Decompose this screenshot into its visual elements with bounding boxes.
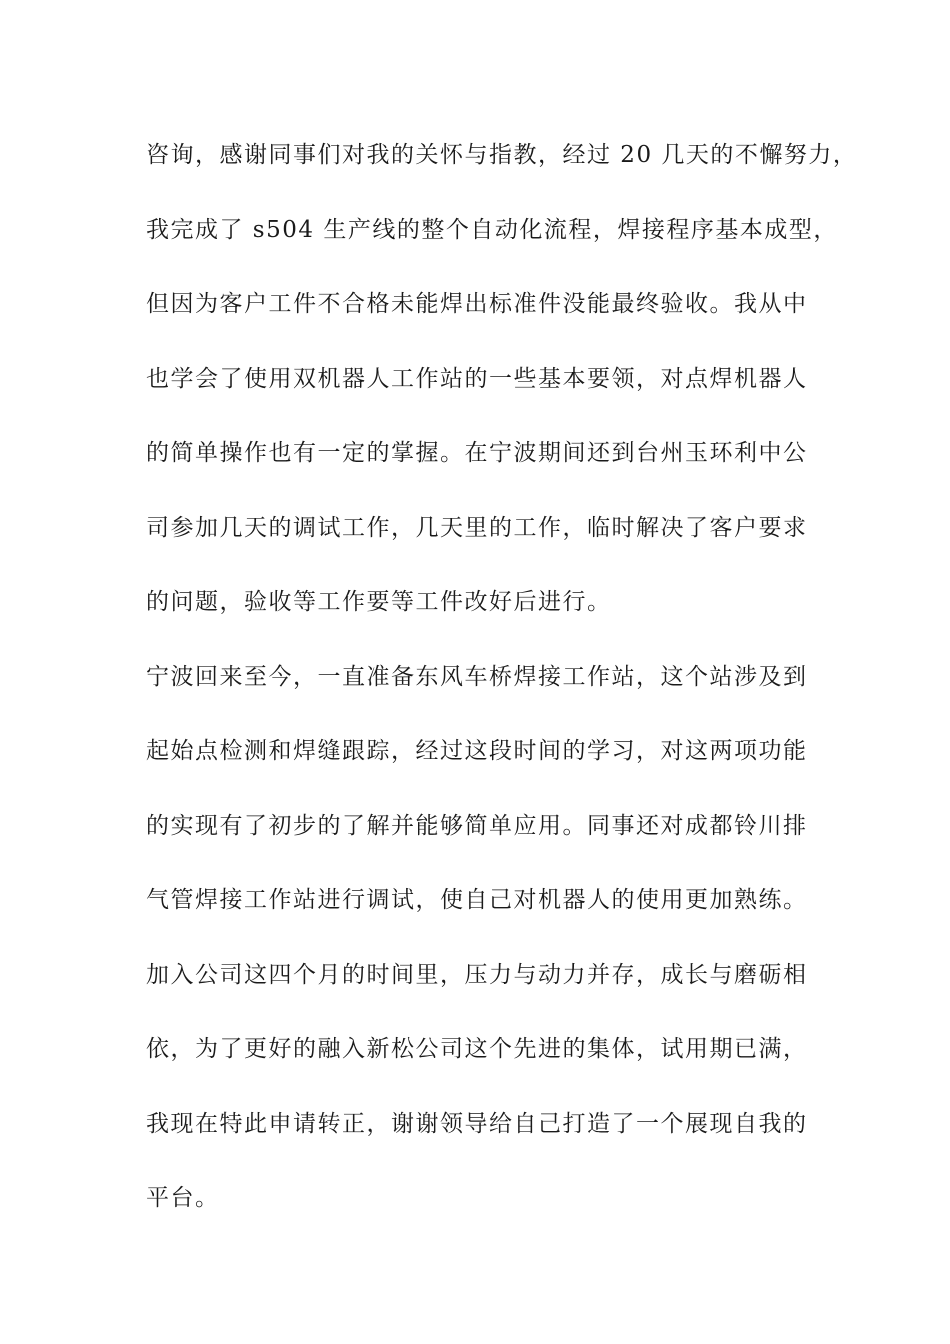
body-text — [146, 131, 858, 1249]
text-line-15: 平台。 — [146, 1185, 220, 1211]
text-line-14: 我现在特此申请转正，谢谢领导给自己打造了一个展现自我的 — [146, 1110, 808, 1137]
text-line-7: 的问题，验收等工作要等工件改好后进行。 — [146, 589, 612, 615]
text-line-10: 的实现有了初步的了解并能够简单应用。同事还对成都铃川排 — [146, 812, 808, 839]
text-line-6: 司参加几天的调试工作，几天里的工作，临时解决了客户要求 — [146, 514, 808, 541]
text-line-9: 起始点检测和焊缝跟踪，经过这段时间的学习，对这两项功能 — [146, 738, 808, 764]
text-line-3: 但因为客户工件不合格未能焊出标准件没能最终验收。我从中 — [146, 291, 808, 317]
text-line-1: 咨询，感谢同事们对我的关怀与指教，经过 20 几天的不懈努力， — [146, 142, 858, 168]
text-line-4: 也学会了使用双机器人工作站的一些基本要领，对点焊机器人 — [146, 365, 808, 392]
text-line-13: 依，为了更好的融入新松公司这个先进的集体，试用期已满， — [146, 1036, 808, 1062]
text-line-8: 宁波回来至今，一直准备东风车桥焊接工作站，这个站涉及到 — [146, 663, 808, 690]
text-line-2: 我完成了 s504 生产线的整个自动化流程，焊接程序基本成型， — [146, 216, 838, 243]
text-line-12: 加入公司这四个月的时间里，压力与动力并存，成长与磨砺相 — [146, 961, 808, 988]
text-line-11: 气管焊接工作站进行调试，使自己对机器人的使用更加熟练。 — [146, 887, 808, 913]
text-line-5: 的简单操作也有一定的掌握。在宁波期间还到台州玉环利中公 — [146, 440, 808, 466]
